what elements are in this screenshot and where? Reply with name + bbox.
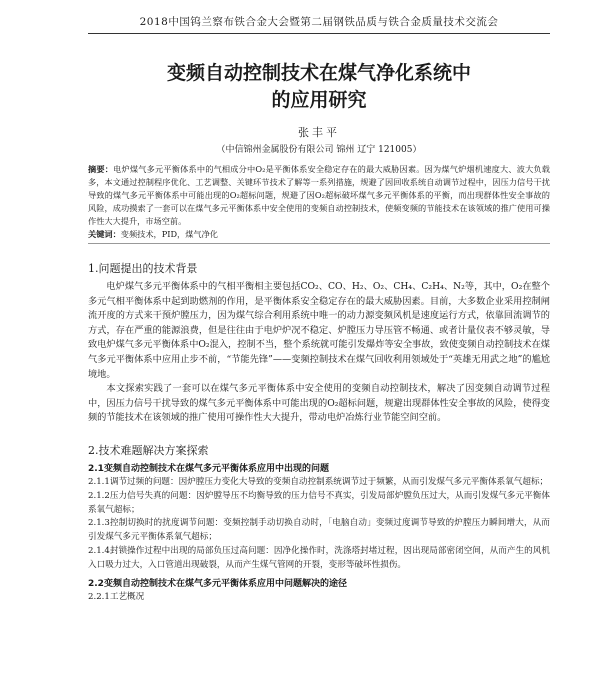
paper-title bbox=[88, 60, 550, 114]
section-2-1-4: 2.1.4封锁操作过程中出现的局部负压过高问题：因净化操作时，洗涤塔封堵过程，因出现局部密闭空间，从而产生的风机入口吸力过大，入口管道出现破裂，从而产生煤气管网的开裂，变形等破坏性损伤。 bbox=[88, 545, 550, 570]
section-1-paragraph-2: 本文探索实践了一套可以在煤气多元平衡体系中安全使用的变频自动控制技术，解决了因变频自动调节过程中，因压力信号干扰导致的煤气多元平衡体系中可能出现的O₂超标问题，规避出现群体性安全事故的风险，使得变频的节能技术在该领域的推广使用可操作性大大提升，带动电炉冶炼行业节能空间空前。 bbox=[88, 383, 550, 424]
section-2-2-heading: 2.2变频自动控制技术在煤气多元平衡体系应用中问题解决的途径 bbox=[88, 578, 347, 589]
section-2-heading: 2.技术难题解决方案探索 bbox=[88, 443, 209, 457]
section-2-1-1: 2.1.1调节过频的问题：因炉膛压力变化大导致的变频自动控制系统调节过于频繁，从而引发煤气多元平衡体系氧气超标； bbox=[88, 476, 549, 487]
section-2-1-heading: 2.1变频自动控制技术在煤气多元平衡体系应用中出现的问题 bbox=[88, 463, 329, 474]
keywords-text: 变频技术，PID，煤气净化 bbox=[120, 229, 218, 239]
title-line-1: 变频自动控制技术在煤气净化系统中 bbox=[166, 62, 471, 84]
keywords-label: 关键词： bbox=[88, 229, 121, 239]
title-line-2: 的应用研究 bbox=[271, 89, 367, 111]
section-1-paragraph-1: 电炉煤气多元平衡体系中的气相平衡相主要包括CO₂、CO、H₂、O₂、CH₄、C₂H₄、N₂等，其中，O₂在整个多元气相平衡体系中起到助燃剂的作用，是平衡体系安全稳定存在的最大威胁因素。目前，大多数企业采用控制闸流开度的方式来干预炉膛压力，因为煤气综合利用系统中唯一的动力源变频风机是速度运行方式，依靠回流调节的方式，存在严重的能源浪费，但是往往由于电炉炉况不稳定、炉膛压力导压管不畅通、或者计量仪表不够灵敏，导致电炉煤气多元平衡体系中O₂混入，控制不当，整个系统就可能引发爆炸等安全事故，致使变频自动控制技术在煤气多元平衡体系中应用止步不前，“节能先锋”——变频控制技术在煤气回收利用领域处于“英雄无用武之地”的尴尬境地。 bbox=[88, 281, 550, 380]
running-header: 2018中国钨兰察布铁合金大会暨第二届钢铁品质与铁合金质量技术交流会 bbox=[88, 0, 550, 34]
keywords bbox=[88, 228, 550, 241]
section-1-heading: 1.问题提出的技术背景 bbox=[88, 262, 198, 275]
abstract-text: 电炉煤气多元平衡体系中的气相成分中O₂是平衡体系安全稳定存在的最大威胁因素。因为煤气炉烟机速度大、波大负载多，本文通过控制程序优化、工艺调整、关键环节技术了解等一系列措施，规避了因回收系统自动调节过程中，因压力信号干扰导致的煤气多元平衡体系中可能出现的O₂超标问题，规避了因O₂超标破坏煤气多元平衡体系的平衡，而出现群体性安全事故的风险，成功摸索了一套可以在煤气多元平衡体系中安全使用的变频自动控制技术，使频变频的节能技术在该领域的推广使用可操作性大大提升，市场空前。 bbox=[88, 164, 550, 226]
section-2-1-2: 2.1.2压力信号失真的问题：因炉膛导压不均衡导致的压力信号不真实，引发局部炉膛负压过大，从而引发煤气多元平衡体系氧气超标； bbox=[88, 490, 550, 515]
section-2-2-1-heading: 2.2.1工艺概况 bbox=[88, 591, 145, 602]
author-affiliation: （中信锦州金属股份有限公司 锦州 辽宁 121005） bbox=[216, 145, 422, 155]
abstract-divider bbox=[88, 243, 550, 244]
abstract bbox=[88, 163, 550, 228]
section-2-1-3: 2.1.3控制切换时的扰度调节问题：变频控制手动切换自动时，「电脑自动」变频过度调节导致的炉膛压力瞬间增大，从而引发煤气多元平衡体系氧气超标； bbox=[88, 518, 550, 543]
author-name: 张丰平 bbox=[298, 126, 340, 139]
abstract-label: 摘要： bbox=[88, 164, 114, 174]
